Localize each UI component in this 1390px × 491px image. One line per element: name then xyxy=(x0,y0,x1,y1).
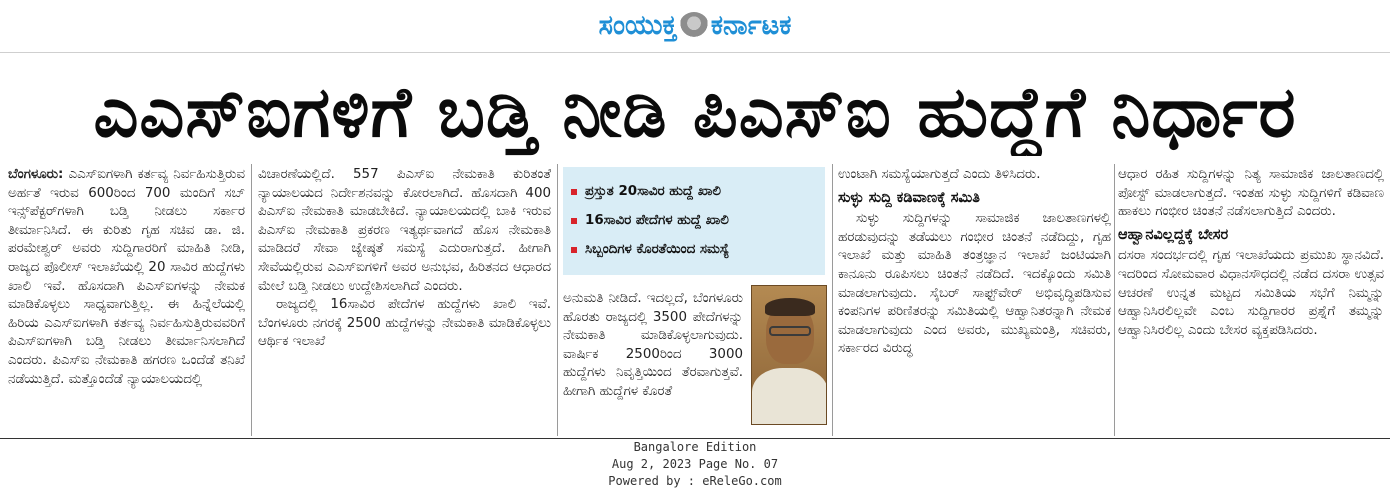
masthead-left: ಸಂಯುಕ್ತ xyxy=(598,10,677,41)
column-1-text: ಎಎಸ್‌ಐಗಳಾಗಿ ಕರ್ತವ್ಯ ನಿರ್ವಹಿಸುತ್ತಿರುವ ಅರ್ಹತೆ ಇರುವ 600ರಿಂದ 700 ಮಂದಿಗೆ ಸಬ್ ಇನ್ಸ್‌ಪೆಕ್ಟರ್‌ಗಳಾಗಿ ಬಡ್ತಿ ನೀಡಲು ಸರ್ಕಾರ ತೀರ್ಮಾನಿಸಿದೆ. ಈ ಕುರಿತು ಗೃಹ ಸಚಿವ ಡಾ. ಜಿ. ಪರಮೇಶ್ವರ್ ಅವರು ಸುದ್ದಿಗಾರರಿಗೆ ಮಾಹಿತಿ ನೀಡಿ, ರಾಜ್ಯದ ಪೊಲೀಸ್ ಇಲಾಖೆಯಲ್ಲಿ 20 ಸಾವಿರ ಹುದ್ದೆಗಳು ಖಾಲಿ ಇವೆ. ಹೊಸದಾಗಿ ಪಿಎಸ್‌ಐಗಳನ್ನು ನೇಮಕ ಮಾಡಿಕೊಳ್ಳಲು ಸಾಧ್ಯವಾಗುತ್ತಿಲ್ಲ. ಈ ಹಿನ್ನೆಲೆಯಲ್ಲಿ ಹಿರಿಯ ಎಎಸ್‌ಐಗಳಾಗಿ ಕರ್ತವ್ಯ ನಿರ್ವಹಿಸುತ್ತಿರುವವರಿಗೆ ಪಿಎಸ್‌ಐಗಳಾಗಿ ಬಡ್ತಿ ನೀಡಲು ತೀರ್ಮಾನಿಸಲಾಗಿದೆ ಎಂದರು. ಪಿಎಸ್‌ಐ ನೇಮಕಾತಿ ಹಗರಣ ಒಂದೆಡೆ ತನಿಖೆ ನಡೆಯುತ್ತಿದೆ. ಮತ್ತೊಂದೆಡೆ ನ್ಯಾಯಾಲಯದಲ್ಲಿ xyxy=(8,167,245,387)
masthead xyxy=(0,6,1390,46)
column-5 xyxy=(1118,166,1384,438)
powered-by-link[interactable]: Powered by : eReleGo.com xyxy=(608,474,782,488)
subheading-fake-news: ಸುಳ್ಳು ಸುದ್ದಿ ಕಡಿವಾಣಕ್ಕೆ ಸಮಿತಿ xyxy=(838,189,980,206)
bullet-icon xyxy=(571,247,577,253)
column-2 xyxy=(258,166,551,438)
column-divider xyxy=(557,164,558,436)
masthead-right: ಕರ್ನಾಟಕ xyxy=(710,10,792,41)
top-divider xyxy=(0,52,1390,53)
date-page-label: Aug 2, 2023 Page No. 07 xyxy=(611,457,779,471)
column-5-text-2: ದಸರಾ ಸಂದರ್ಭದಲ್ಲಿ ಗೃಹ ಇಲಾಖೆಯದು ಪ್ರಮುಖ ಸ್ಥಾನವಿದೆ. ಇದರಿಂದ ಸೋಮವಾರ ವಿಧಾನಸೌಧದಲ್ಲಿ ನಡೆದ ದಸರಾ ಉತ್ಸವ ಆಚರಣೆ ಉನ್ನತ ಮಟ್ಟದ ಸಮಿತಿಯ ಸಭೆಗೆ ನಿಮ್ಮನ್ನು ಆಹ್ವಾನಿಸಿರಲಿಲ್ಲವೇ ಎಂಬ ಸುದ್ದಿಗಾರರ ಪ್ರಶ್ನೆಗೆ ತಮ್ಮನ್ನು ಆಹ್ವಾನಿಸಿರಲಿಲ್ಲ ಎಂದು ಬೇಸರ ವ್ಯಕ್ತಪಡಿಸಿದರು. xyxy=(1118,248,1384,338)
headline: ಎಎಸ್‌ಐಗಳಿಗೆ ಬಡ್ತಿ ನೀಡಿ ಪಿಎಸ್‌ಐ ಹುದ್ದೆಗೆ ನಿರ್ಧಾರ xyxy=(93,71,1297,153)
column-5-text: ಆಧಾರ ರಹಿತ ಸುದ್ದಿಗಳನ್ನು ನಿತ್ಯ ಸಾಮಾಜಿಕ ಜಾಲತಾಣದಲ್ಲಿ ಪೋಸ್ಟ್ ಮಾಡಲಾಗುತ್ತದೆ. ಇಂತಹ ಸುಳ್ಳು ಸುದ್ದಿಗಳಿಗೆ ಕಡಿವಾಣ ಹಾಕಲು ಗಂಭೀರ ಚಿಂತನೆ ನಡೆಸಲಾಗುತ್ತಿದೆ ಎಂದರು. xyxy=(1118,167,1384,220)
highlight-item: ಸಿಬ್ಬಂದಿಗಳ ಕೊರತೆಯಿಂದ ಸಮಸ್ಯೆ xyxy=(571,235,819,264)
masthead-emblem-icon xyxy=(679,12,709,40)
column-3-text: ಅನುಮತಿ ನೀಡಿದೆ. ಇದಲ್ಲದೆ, ಬೆಂಗಳೂರು ಹೊರತು ರಾಜ್ಯದಲ್ಲಿ 3500 ಪೇದೆಗಳನ್ನು ನೇಮಕಾತಿ ಮಾಡಿಕೊಳ್ಳಲಾಗುವುದು. ವಾರ್ಷಿಕ 2500ರಿಂದ 3000 ಹುದ್ದೆಗಳು ನಿವೃತ್ತಿಯಿಂದ ತೆರವಾಗುತ್ತವೆ. ಹೀಗಾಗಿ ಹುದ್ದೆಗಳ ಕೊರತೆ xyxy=(563,291,743,399)
column-2-text: ವಿಚಾರಣೆಯಲ್ಲಿದೆ. 557 ಪಿಎಸ್‌ಐ ನೇಮಕಾತಿ ಕುರಿತಂತೆ ನ್ಯಾಯಾಲಯದ ನಿರ್ದೇಶನವನ್ನು ಕೋರಲಾಗಿದೆ. ಹೊಸದಾಗಿ 400 ಪಿಎಸ್‌ಐ ನೇಮಕಾತಿ ಮಾಡಬೇಕಿದೆ. ನ್ಯಾಯಾಲಯದಲ್ಲಿ ಬಾಕಿ ಇರುವ ಪಿಎಸ್‌ಐ ನೇಮಕಾತಿ ಪ್ರಕರಣ ಇತ್ಯರ್ಥವಾಗದೆ ಹೊಸ ನೇಮಕಾತಿ ಮಾಡಿದರೆ ಸೇವಾ ಜ್ಯೇಷ್ಠತೆ ಸಮಸ್ಯೆ ಎದುರಾಗುತ್ತದೆ. ಹೀಗಾಗಿ ಸೇವೆಯಲ್ಲಿರುವ ಎಎಸ್‌ಐಗಳಿಗೆ ಅವರ ಅನುಭವ, ಹಿರಿತನದ ಆಧಾರದ ಮೇಲೆ ಬಡ್ತಿ ನೀಡಲು ಉದ್ದೇಶಿಸಲಾಗಿದೆ ಎಂದರು. xyxy=(258,167,551,294)
edition-label: Bangalore Edition xyxy=(633,440,757,454)
dateline: ಬೆಂಗಳೂರು: xyxy=(8,167,64,182)
bullet-icon xyxy=(571,189,577,195)
highlight-item: ಪ್ರಸ್ತುತ 20ಸಾವಿರ ಹುದ್ದೆ ಖಾಲಿ xyxy=(571,177,819,206)
column-4 xyxy=(838,166,1111,438)
footer xyxy=(0,439,1390,490)
column-2-text-2: ರಾಜ್ಯದಲ್ಲಿ 16ಸಾವಿರ ಪೇದೆಗಳ ಹುದ್ದೆಗಳು ಖಾಲಿ ಇವೆ. ಬೆಂಗಳೂರು ನಗರಕ್ಕೆ 2500 ಹುದ್ದೆಗಳನ್ನು ನೇಮಕಾತಿ ಮಾಡಿಕೊಳ್ಳಲು ಆರ್ಥಿಕ ಇಲಾಖೆ xyxy=(258,297,551,350)
column-1 xyxy=(8,166,245,438)
minister-photo xyxy=(751,285,827,425)
column-divider xyxy=(1114,164,1115,436)
column-divider xyxy=(251,164,252,436)
highlight-item: 16ಸಾವಿರ ಪೇದೆಗಳ ಹುದ್ದೆ ಖಾಲಿ xyxy=(571,206,819,235)
highlights-box xyxy=(563,167,825,275)
column-divider xyxy=(832,164,833,436)
column-4-text-2: ಸುಳ್ಳು ಸುದ್ದಿಗಳನ್ನು ಸಾಮಾಜಿಕ ಜಾಲತಾಣಗಳಲ್ಲಿ ಹರಡುವುದನ್ನು ತಡೆಯಲು ಗಂಭೀರ ಚಿಂತನೆ ನಡೆದಿದ್ದು, ಗೃಹ ಇಲಾಖೆ ಮತ್ತು ಮಾಹಿತಿ ತಂತ್ರಜ್ಞಾನ ಇಲಾಖೆ ಜಂಟಿಯಾಗಿ ಕಾನೂನು ರೂಪಿಸಲು ಚಿಂತನೆ ನಡೆದಿದೆ. ಇದಕ್ಕೊಂದು ಸಮಿತಿ ಮಾಡಲಾಗುವುದು. ಸೈಬರ್ ಸಾಫ್ಟ್‌ವೇರ್ ಅಭಿವೃದ್ಧಿಪಡಿಸುವ ಕಂಪನಿಗಳ ಪರಿಣಿತರನ್ನು ಸಮಿತಿಯಲ್ಲಿ ಆಹ್ವಾನಿತರನ್ನಾಗಿ ನೇಮಕ ಮಾಡಲಾಗುವುದು ಎಂದ ಅವರು, ಮುಖ್ಯಮಂತ್ರಿ, ಸಚಿವರು, ಸರ್ಕಾರದ ವಿರುದ್ಧ xyxy=(838,211,1111,357)
bullet-icon xyxy=(571,218,577,224)
column-4-text: ಉಂಟಾಗಿ ಸಮಸ್ಯೆಯಾಗುತ್ತದೆ ಎಂದು ತಿಳಿಸಿದರು. xyxy=(838,167,1041,182)
subheading-no-invite: ಆಹ್ವಾನವಿಲ್ಲದ್ದಕ್ಕೆ ಬೇಸರ xyxy=(1118,226,1229,243)
